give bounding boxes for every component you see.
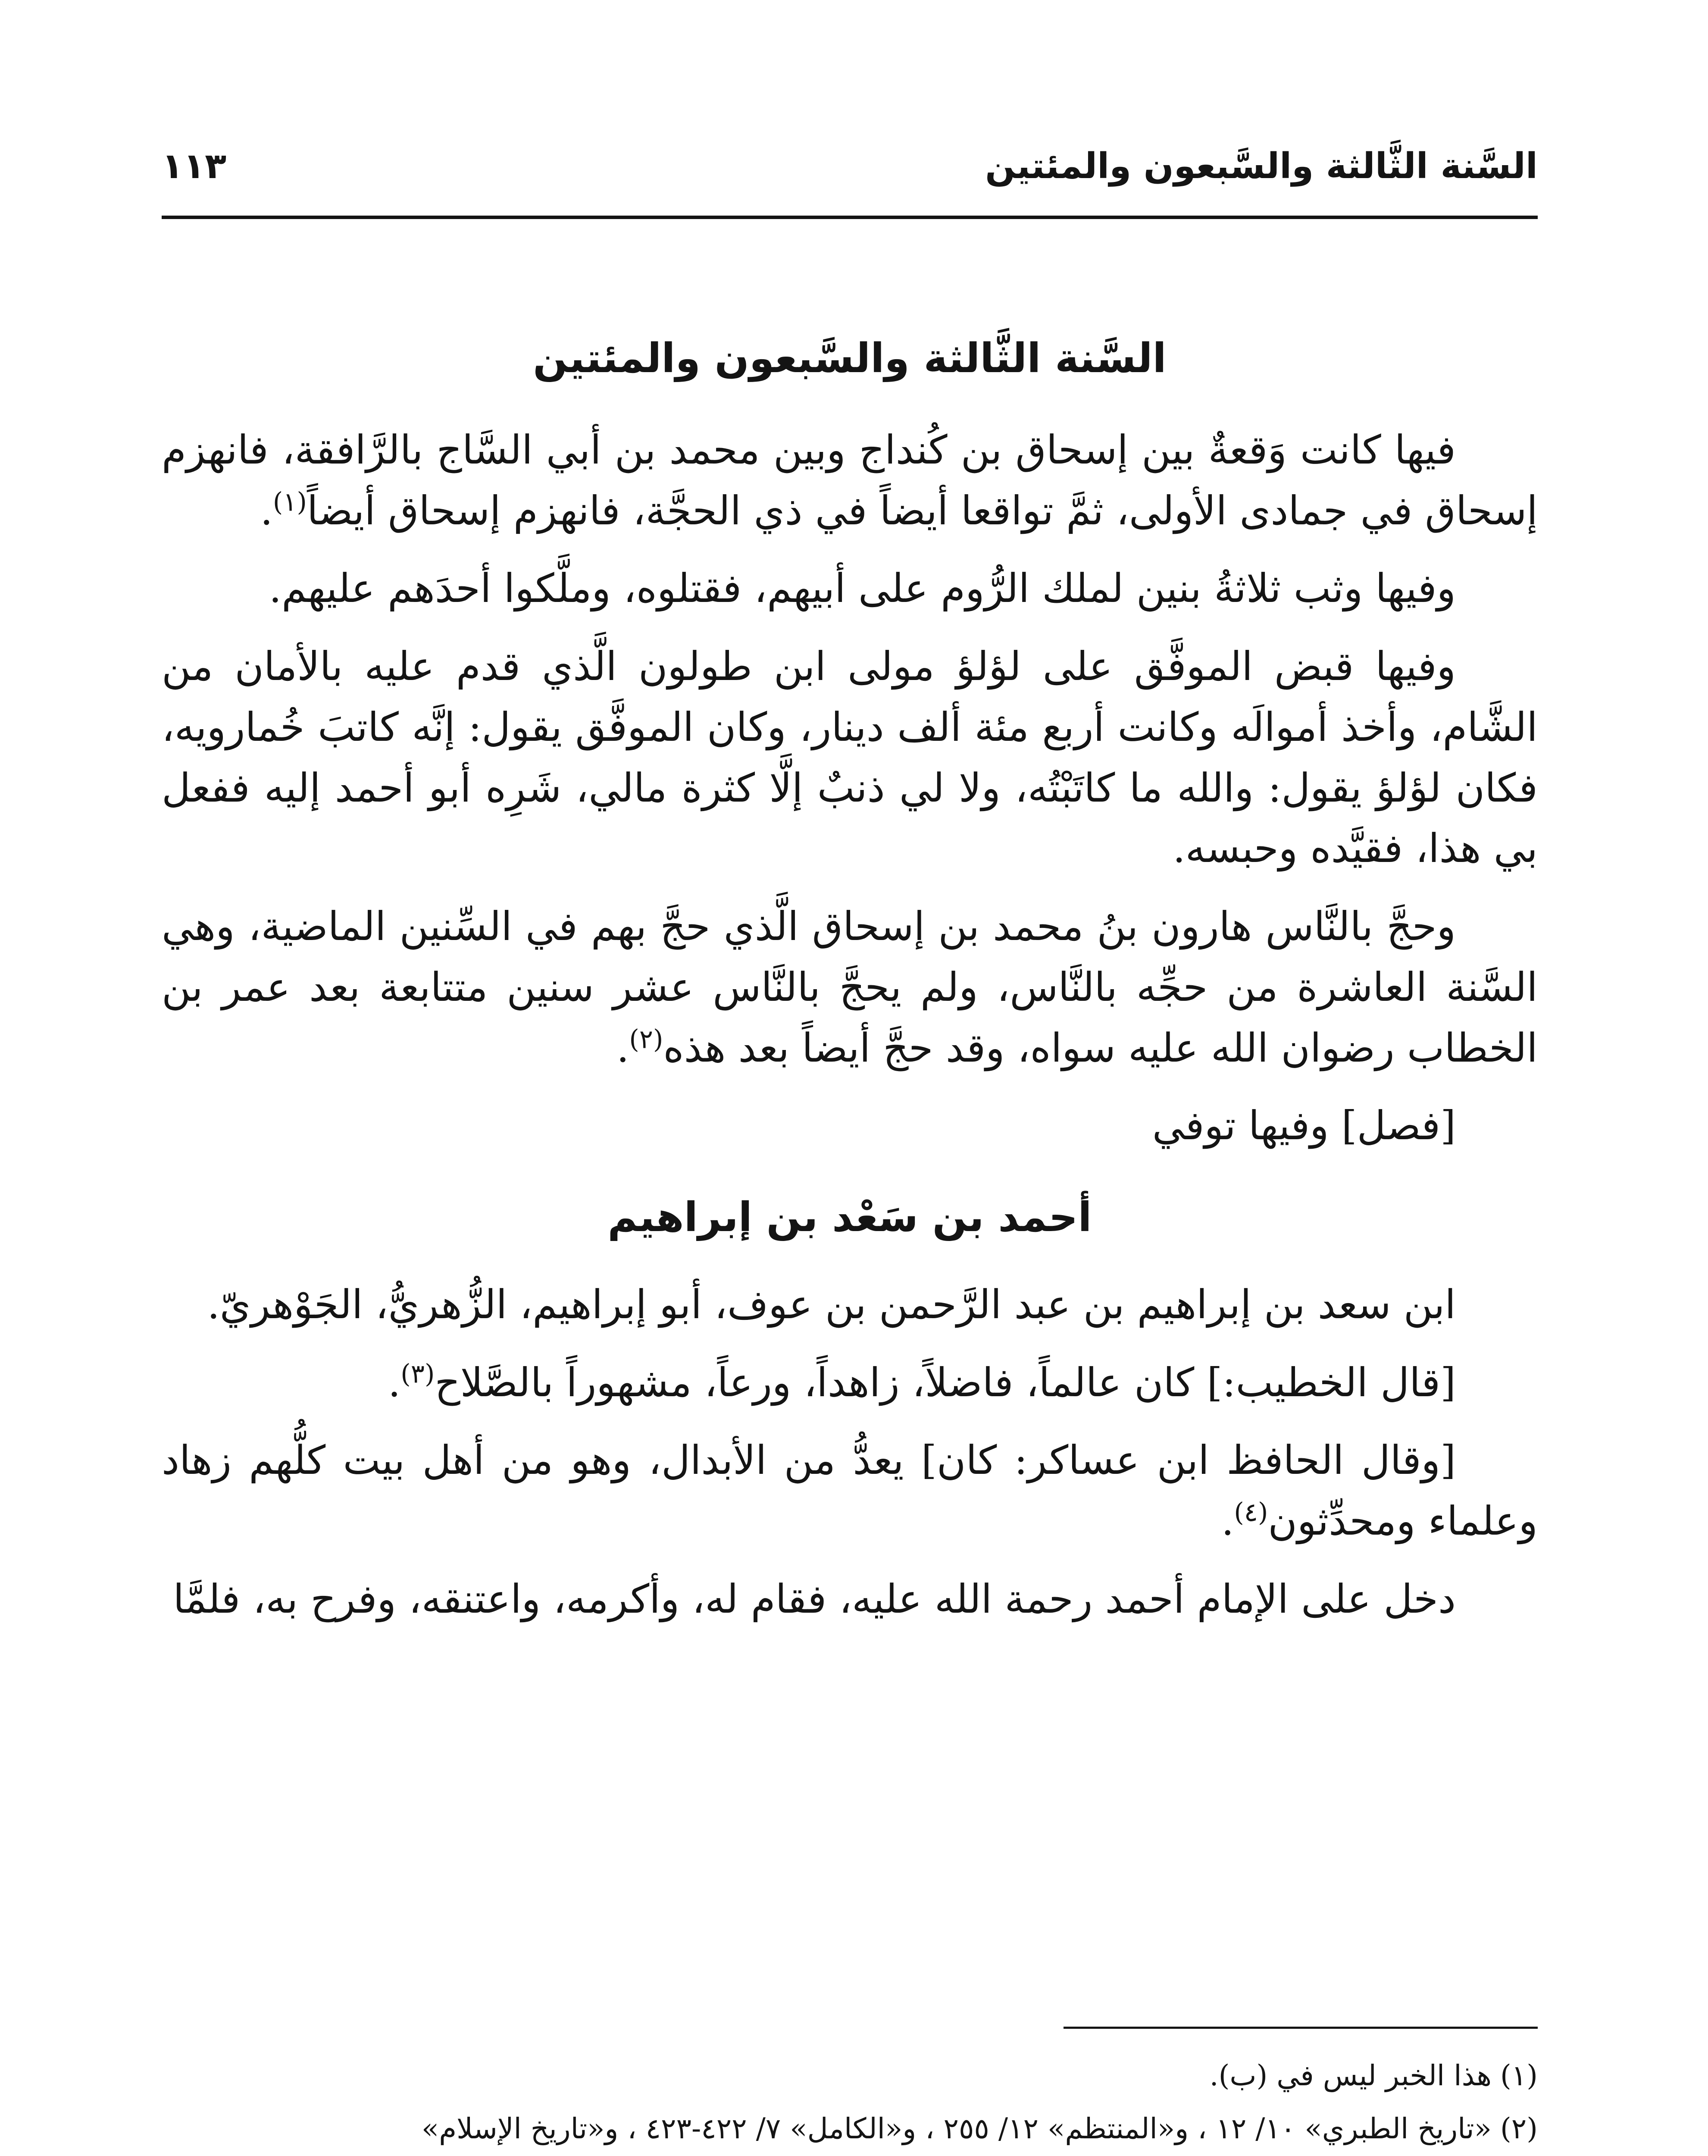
- header-rule: [162, 216, 1538, 219]
- paragraph-lineage: ابن سعد بن إبراهيم بن عبد الرَّحمن بن عوف، أبو إبراهيم، الزُّهريُّ، الجَوْهريّ.: [207, 1281, 1456, 1328]
- running-header: [162, 134, 1538, 198]
- paragraph-imam-ahmad: دخل على الإمام أحمد رحمة الله عليه، فقام له، وأكرمه، واعتنقه، وفرح به، فلمَّا: [173, 1576, 1456, 1622]
- paragraph-end: .: [260, 487, 273, 534]
- paragraph-text: وحجَّ بالنَّاس هارون بنُ محمد بن إسحاق الَّذي حجَّ بهم في السِّنين الماضية، وهي السَّنة العاشرة من حجِّه بالنَّاس، ولم يحجَّ بالنَّاس عشر سنين متتابعة بعد عمر بن الخطاب رضوان الله عليه سواه، وقد حجَّ أيضاً بعد هذه: [162, 903, 1538, 1071]
- footnotes: [162, 2053, 1538, 2156]
- footnote-2: [162, 2106, 1538, 2156]
- paragraph-battle: [162, 420, 1538, 542]
- paragraph-end: .: [616, 1025, 629, 1071]
- paragraph-hajj: [162, 896, 1538, 1078]
- running-title: السَّنة الثَّالثة والسَّبعون والمئتين: [985, 145, 1538, 187]
- paragraph-end: .: [388, 1359, 401, 1406]
- footnote-1: [162, 2053, 1538, 2100]
- paragraph-end: .: [1221, 1498, 1234, 1545]
- section-title-year: السَّنة الثَّالثة والسَّبعون والمئتين: [533, 335, 1167, 382]
- paragraph-byzantine: وفيها وثب ثلاثةُ بنين لملك الرُّوم على أبيهم، فقتلوه، وملَّكوا أحدَهم عليهم.: [269, 565, 1456, 612]
- paragraph-text: [قال الخطيب:] كان عالماً، فاضلاً، زاهداً، ورعاً، مشهوراً بالصَّلاح: [435, 1359, 1456, 1406]
- paragraph-lulu: وفيها قبض الموفَّق على لؤلؤ مولى ابن طولون الَّذي قدم عليه بالأمان من الشَّام، وأخذ أموالَه وكانت أربع مئة ألف دينار، وكان الموفَّق يقول: إنَّه كاتبَ خُمارويه، فكان لؤلؤ يقول: والله ما كاتَبْتُه، ولا لي ذنبٌ إلَّا كثرة مالي، شَرِه أبو أحمد إليه ففعل بي هذا، فقيَّده وحبسه.: [162, 643, 1538, 872]
- paragraph-text: [وقال الحافظ ابن عساكر: كان] يعدُّ من الأبدال، وهو من أهل بيت كلُّهم زهاد وعلماء ومحدِّثون: [162, 1437, 1538, 1545]
- section-title-biography: أحمد بن سَعْد بن إبراهيم: [607, 1194, 1092, 1241]
- paragraph-khatib: [162, 1353, 1538, 1413]
- footnote-ref-2[interactable]: (٢): [629, 1024, 663, 1054]
- footnote-text: هذا الخبر ليس في (ب).: [1209, 2059, 1492, 2092]
- footnote-text: «تاريخ الطبري» ١٠/ ١٢ ، و«المنتظم» ١٢/ ٢٥٥ ، و«الكامل» ٧/ ٤٢٢-٤٢٣ ، و«تاريخ الإسلام»: [421, 2112, 1492, 2145]
- footnote-ref-4[interactable]: (٤): [1234, 1497, 1268, 1528]
- main-text: [162, 328, 1538, 1647]
- page-number: ١١٣: [162, 145, 227, 187]
- paragraph-text: فيها كانت وَقعةٌ بين إسحاق بن كُنداج وبين محمد بن أبي السَّاج بالرَّافقة، فانهزم إسحاق في جمادى الأولى، ثمَّ تواقعا أيضاً في ذي الحجَّة، فانهزم إسحاق أيضاً: [162, 426, 1538, 534]
- footnote-ref-3[interactable]: (٣): [400, 1358, 435, 1389]
- paragraph-deaths-intro: [فصل] وفيها توفي: [1152, 1103, 1456, 1149]
- paragraph-ibn-asakir: [162, 1430, 1538, 1552]
- footnote-ref-1[interactable]: (١): [272, 486, 307, 517]
- footnote-number: (١): [1500, 2059, 1538, 2092]
- footnote-separator: [1064, 2027, 1538, 2029]
- footnote-number: (٢): [1500, 2112, 1538, 2145]
